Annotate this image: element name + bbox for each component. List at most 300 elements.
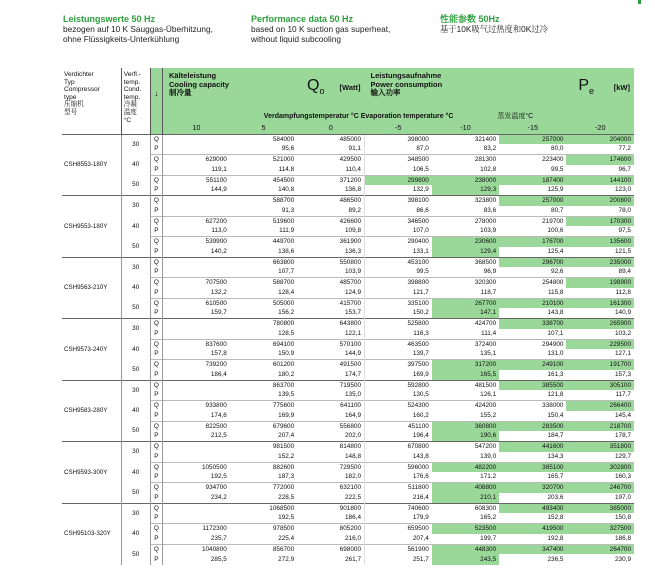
table-cell: 192,8 bbox=[547, 534, 564, 542]
table-cell: 814800 bbox=[297, 442, 364, 452]
table-cell: 570100 bbox=[297, 339, 364, 349]
table-cell: 152,2 bbox=[278, 452, 295, 460]
table-cell: 99,5 bbox=[551, 165, 564, 173]
table-row bbox=[62, 524, 634, 534]
evaporation-temp-header: -10 bbox=[432, 122, 499, 134]
power-marker: P bbox=[150, 288, 162, 298]
header-german-line2: ohne Flüssigkeits-Unterkühlung bbox=[63, 34, 180, 44]
table-cell: 588700 bbox=[230, 196, 297, 206]
type-column-header bbox=[62, 68, 121, 134]
table-cell: 491500 bbox=[297, 360, 364, 370]
header-chinese bbox=[440, 14, 548, 34]
table-cell: 184,7 bbox=[547, 432, 564, 440]
table-cell: 111,4 bbox=[481, 329, 497, 337]
table-cell: 454500 bbox=[230, 175, 297, 185]
capacity-marker: Q bbox=[150, 298, 162, 308]
table-cell: 679600 bbox=[230, 421, 297, 431]
header-english-title: Performance data 50 Hz bbox=[251, 14, 354, 24]
cooling-capacity-unit: [Watt] bbox=[339, 83, 361, 92]
table-cell: 174600 bbox=[566, 155, 634, 165]
power-marker: P bbox=[150, 226, 162, 236]
table-cell: 111,9 bbox=[279, 227, 295, 235]
type-col-line: Compressor bbox=[64, 86, 100, 94]
table-cell: 132,2 bbox=[210, 288, 227, 296]
table-cell: 107,1 bbox=[547, 329, 564, 337]
compressor-model: CSH9563-210Y bbox=[62, 257, 121, 319]
table-cell: 159,7 bbox=[210, 309, 227, 317]
table-cell: 482200 bbox=[432, 462, 499, 472]
table-cell: 223400 bbox=[499, 155, 566, 165]
table-cell: 96,9 bbox=[483, 268, 497, 276]
table-cell: 290400 bbox=[365, 237, 432, 247]
table-cell: 481500 bbox=[432, 380, 499, 390]
header-chinese-title: 性能参数 50Hz bbox=[440, 14, 500, 24]
table-cell: 207,4 bbox=[365, 534, 432, 544]
table-cell: 144100 bbox=[566, 175, 634, 185]
type-col-line: type bbox=[64, 93, 77, 101]
table-cell: 78,0 bbox=[618, 206, 631, 214]
table-cell: 588700 bbox=[230, 278, 297, 288]
table-cell: 299800 bbox=[365, 175, 432, 185]
table-cell: 115,8 bbox=[547, 288, 564, 296]
table-cell: 197,0 bbox=[615, 493, 631, 501]
table-cell: 86,6 bbox=[365, 206, 432, 216]
table-cell: 136,8 bbox=[345, 186, 361, 194]
table-cell: 118,7 bbox=[480, 288, 497, 296]
table-cell: 254800 bbox=[499, 278, 566, 288]
table-cell: 323800 bbox=[432, 196, 499, 206]
table-cell: 91,1 bbox=[348, 145, 361, 153]
table-cell: 243,5 bbox=[432, 554, 499, 564]
power-marker: P bbox=[150, 349, 162, 359]
table-cell: 305100 bbox=[566, 380, 634, 390]
table-cell: 524300 bbox=[365, 401, 432, 411]
table-cell: 551100 bbox=[163, 175, 230, 185]
condensing-temp: 30 bbox=[121, 380, 150, 401]
evaporation-label-text: Verdampfungstemperatur °C Evaporation temperature °C bbox=[263, 113, 454, 121]
table-row bbox=[62, 462, 634, 472]
table-cell: 519600 bbox=[230, 216, 297, 226]
table-cell: 92,6 bbox=[551, 268, 564, 276]
condensing-temp: 50 bbox=[121, 483, 150, 504]
table-cell bbox=[163, 513, 230, 523]
table-cell: 235000 bbox=[566, 257, 634, 267]
power-consumption-en: Power consumption bbox=[370, 79, 443, 89]
table-row bbox=[62, 134, 634, 144]
table-cell: 130,5 bbox=[365, 390, 432, 400]
table-cell: 218700 bbox=[566, 421, 634, 431]
header-german-line1: bezogen auf 10 K Sauggas-Überhitzung, bbox=[63, 24, 213, 34]
table-cell: 127,1 bbox=[615, 350, 631, 358]
table-cell: 140,2 bbox=[210, 247, 227, 255]
table-cell: 200800 bbox=[566, 196, 634, 206]
table-cell: 228,5 bbox=[278, 493, 295, 501]
table-cell: 592800 bbox=[365, 380, 432, 390]
table-cell: 121,7 bbox=[365, 288, 432, 298]
table-cell: 186,4 bbox=[210, 370, 227, 378]
table-cell: 441600 bbox=[499, 442, 566, 452]
condensing-temp: 50 bbox=[121, 298, 150, 319]
table-cell bbox=[163, 390, 230, 400]
table-cell: 261,7 bbox=[345, 555, 361, 563]
header-chinese-line1: 基于10K吸气过热度和0K过冷 bbox=[440, 24, 548, 34]
table-cell: 112,8 bbox=[615, 288, 631, 296]
power-consumption-unit: [kW] bbox=[613, 83, 630, 92]
condensing-temp: 40 bbox=[121, 155, 150, 176]
table-cell: 135,1 bbox=[480, 350, 497, 358]
type-col-line: Typ bbox=[64, 78, 75, 86]
table-cell: 125,4 bbox=[547, 247, 564, 255]
table-cell: 463500 bbox=[365, 339, 432, 349]
table-cell: 131,0 bbox=[547, 350, 564, 358]
table-cell: 145,4 bbox=[615, 411, 631, 419]
cond-col-line: Verfl.- bbox=[123, 71, 141, 78]
table-cell: 148,8 bbox=[345, 452, 361, 460]
table-cell: 265900 bbox=[566, 319, 634, 329]
table-cell: 257000 bbox=[499, 134, 566, 144]
power-marker: P bbox=[150, 185, 162, 195]
capacity-marker: Q bbox=[150, 257, 162, 267]
table-cell: 302800 bbox=[566, 462, 634, 472]
table-cell: 128,4 bbox=[278, 288, 295, 296]
table-cell: 125,9 bbox=[547, 186, 564, 194]
condensing-temp: 50 bbox=[121, 237, 150, 258]
table-cell: 150,9 bbox=[278, 350, 295, 358]
table-cell: 178,7 bbox=[615, 432, 631, 440]
table-cell: 165,7 bbox=[547, 473, 564, 481]
table-cell: 196,4 bbox=[365, 431, 432, 441]
table-row bbox=[62, 380, 634, 390]
table-cell: 95,6 bbox=[281, 145, 295, 153]
table-cell: 117,7 bbox=[615, 391, 631, 399]
table-cell: 109,8 bbox=[345, 227, 361, 235]
table-cell: 236,5 bbox=[547, 555, 564, 563]
table-cell: 225,4 bbox=[278, 534, 295, 542]
table-cell: 135600 bbox=[566, 237, 634, 247]
table-row bbox=[62, 278, 634, 288]
table-cell: 87,0 bbox=[365, 144, 432, 154]
power-marker: P bbox=[150, 411, 162, 421]
table-row bbox=[62, 442, 634, 452]
table-cell: 187,3 bbox=[278, 473, 295, 481]
table-cell: 89,2 bbox=[348, 206, 361, 214]
cond-col-line: temp. bbox=[123, 78, 141, 86]
condensing-temp: 30 bbox=[121, 257, 150, 278]
table-cell: 448300 bbox=[432, 544, 499, 554]
table-cell: 556800 bbox=[297, 421, 364, 431]
table-cell: 351800 bbox=[566, 442, 634, 452]
table-cell: 136,3 bbox=[345, 247, 361, 255]
table-cell: 266400 bbox=[566, 401, 634, 411]
table-cell: 140,8 bbox=[278, 186, 295, 194]
power-marker: P bbox=[150, 431, 162, 441]
table-cell: 347400 bbox=[499, 544, 566, 554]
table-cell: 186,4 bbox=[345, 514, 361, 522]
table-cell: 89,4 bbox=[618, 268, 631, 276]
table-cell: 123,0 bbox=[615, 186, 631, 194]
table-cell: 643800 bbox=[297, 319, 364, 329]
table-cell: 124,9 bbox=[345, 288, 361, 296]
compressor-model: CSH9593-300Y bbox=[62, 442, 121, 504]
table-cell: 174,7 bbox=[345, 370, 361, 378]
table-cell: 192,5 bbox=[278, 514, 295, 522]
table-cell: 103,9 bbox=[345, 268, 361, 276]
power-consumption-zh: 输入功率 bbox=[370, 88, 401, 98]
table-cell: 523500 bbox=[432, 524, 499, 534]
table-cell: 119,1 bbox=[211, 165, 227, 173]
table-cell: 805200 bbox=[297, 524, 364, 534]
table-cell: 397500 bbox=[365, 360, 432, 370]
table-cell: 122,1 bbox=[345, 329, 361, 337]
table-cell: 485700 bbox=[297, 278, 364, 288]
table-cell: 153,7 bbox=[345, 309, 361, 317]
p-symbol: P bbox=[578, 77, 589, 94]
table-cell: 257000 bbox=[499, 196, 566, 206]
cooling-capacity-header bbox=[163, 68, 365, 112]
condensing-temp: 50 bbox=[121, 421, 150, 442]
table-cell: 164,9 bbox=[345, 411, 361, 419]
cond-col-line: Cond. bbox=[123, 86, 142, 94]
table-cell: 219700 bbox=[499, 216, 566, 226]
table-cell: 246700 bbox=[566, 483, 634, 493]
capacity-marker: Q bbox=[150, 216, 162, 226]
capacity-marker: Q bbox=[150, 421, 162, 431]
table-cell: 107,0 bbox=[365, 226, 432, 236]
table-cell: 933800 bbox=[163, 401, 230, 411]
table-cell: 296700 bbox=[499, 257, 566, 267]
table-cell: 1050500 bbox=[163, 462, 230, 472]
condensing-temp: 50 bbox=[121, 544, 150, 565]
table-cell: 235,7 bbox=[210, 534, 227, 542]
cooling-capacity-en: Cooling capacity bbox=[169, 79, 230, 89]
cond-col-line: 温度 bbox=[123, 108, 137, 116]
table-cell: 207,4 bbox=[278, 432, 295, 440]
table-cell: 429500 bbox=[297, 155, 364, 165]
table-cell: 169,9 bbox=[278, 411, 295, 419]
table-cell: 320300 bbox=[432, 278, 499, 288]
table-cell bbox=[163, 380, 230, 390]
table-cell: 424200 bbox=[432, 401, 499, 411]
table-cell: 978500 bbox=[230, 524, 297, 534]
header-english-line2: without liquid subcooling bbox=[251, 34, 341, 44]
table-cell: 210,1 bbox=[432, 493, 499, 503]
capacity-marker: Q bbox=[150, 196, 162, 206]
table-cell: 230,9 bbox=[615, 555, 631, 563]
table-row bbox=[62, 155, 634, 165]
condensing-temp: 30 bbox=[121, 196, 150, 217]
table-cell: 103,2 bbox=[615, 329, 631, 337]
table-cell: 601200 bbox=[230, 360, 297, 370]
type-col-line: 压缩机 bbox=[64, 101, 84, 109]
table-cell: 451100 bbox=[365, 421, 432, 431]
table-cell: 121,8 bbox=[547, 391, 564, 399]
table-cell: 80,7 bbox=[551, 206, 564, 214]
table-cell: 327500 bbox=[566, 524, 634, 534]
table-cell: 187400 bbox=[499, 175, 566, 185]
table-row bbox=[62, 421, 634, 431]
capacity-marker: Q bbox=[150, 401, 162, 411]
table-row bbox=[62, 298, 634, 308]
table-cell: 222,5 bbox=[345, 493, 361, 501]
table-cell: 424700 bbox=[432, 319, 499, 329]
evaporation-temp-header: -5 bbox=[365, 122, 432, 134]
table-cell: 83,6 bbox=[483, 206, 497, 214]
table-row bbox=[62, 544, 634, 554]
power-marker: P bbox=[150, 390, 162, 400]
table-cell: 281300 bbox=[432, 155, 499, 165]
table-cell: 186,8 bbox=[615, 534, 631, 542]
table-cell: 772000 bbox=[230, 483, 297, 493]
table-cell: 249100 bbox=[499, 360, 566, 370]
condensing-temp: 30 bbox=[121, 503, 150, 524]
condensing-temp: 40 bbox=[121, 462, 150, 483]
header-english-line1: based on 10 K suction gas superheat, bbox=[251, 24, 391, 34]
table-cell: 632100 bbox=[297, 483, 364, 493]
arrow-down-icon: ↓ bbox=[154, 89, 159, 98]
table-cell: 83,2 bbox=[483, 145, 497, 153]
table-cell: 97,5 bbox=[618, 227, 631, 235]
table-cell: 698000 bbox=[297, 544, 364, 554]
table-cell: 1068500 bbox=[230, 503, 297, 513]
table-cell: 267700 bbox=[432, 298, 499, 308]
table-cell: 317200 bbox=[432, 360, 499, 370]
table-cell: 116,3 bbox=[365, 329, 432, 339]
table-cell bbox=[163, 503, 230, 513]
table-cell bbox=[163, 144, 230, 154]
table-cell: 285,5 bbox=[210, 555, 227, 563]
capacity-marker: Q bbox=[150, 462, 162, 472]
table-cell: 150,4 bbox=[547, 411, 564, 419]
table-cell: 129,7 bbox=[615, 452, 631, 460]
table-cell: 608300 bbox=[432, 503, 499, 513]
power-marker: P bbox=[150, 370, 162, 380]
table-cell: 107,7 bbox=[278, 268, 295, 276]
table-cell: 96,7 bbox=[618, 165, 631, 173]
capacity-marker: Q bbox=[150, 483, 162, 493]
compressor-model: CSH8553-180Y bbox=[62, 134, 121, 196]
corner-mark bbox=[638, 0, 641, 4]
table-row bbox=[62, 196, 634, 206]
table-cell bbox=[163, 257, 230, 267]
table-cell: 180,2 bbox=[278, 370, 295, 378]
evaporation-temp-header: 5 bbox=[230, 122, 297, 134]
evaporation-label-zh: 蒸发温度°C bbox=[497, 113, 534, 121]
table-cell: 584000 bbox=[230, 134, 297, 144]
header-german-title: Leistungswerte 50 Hz bbox=[63, 14, 156, 24]
table-cell: 415700 bbox=[297, 298, 364, 308]
compressor-model: CSH9553-180Y bbox=[62, 196, 121, 258]
table-row bbox=[62, 237, 634, 247]
table-cell: 165,5 bbox=[432, 370, 499, 380]
header-german bbox=[63, 14, 213, 44]
table-cell: 372400 bbox=[432, 339, 499, 349]
table-cell: 521000 bbox=[230, 155, 297, 165]
cond-column-header bbox=[121, 68, 150, 134]
table-cell: 230600 bbox=[432, 237, 499, 247]
table-cell: 210100 bbox=[499, 298, 566, 308]
table-row bbox=[62, 257, 634, 267]
type-col-line: 型号 bbox=[64, 108, 78, 116]
table-cell: 157,8 bbox=[210, 350, 227, 358]
condensing-temp: 50 bbox=[121, 360, 150, 381]
table-cell: 140,9 bbox=[615, 309, 631, 317]
table-cell: 283500 bbox=[499, 421, 566, 431]
table-cell: 191700 bbox=[566, 360, 634, 370]
condensing-temp: 40 bbox=[121, 216, 150, 237]
table-cell: 134,3 bbox=[547, 452, 564, 460]
power-marker: P bbox=[150, 534, 162, 544]
q-symbol: Q bbox=[307, 77, 320, 94]
table-cell: 934700 bbox=[163, 483, 230, 493]
table-row bbox=[62, 339, 634, 349]
table-cell bbox=[163, 319, 230, 329]
table-cell: 863700 bbox=[230, 380, 297, 390]
table-cell: 171,2 bbox=[480, 473, 497, 481]
power-marker: P bbox=[150, 452, 162, 462]
table-cell: 190,6 bbox=[432, 431, 499, 441]
table-cell: 161,3 bbox=[547, 370, 564, 378]
capacity-marker: Q bbox=[150, 155, 162, 165]
evaporation-temp-header: -20 bbox=[566, 122, 634, 134]
condensing-temp: 40 bbox=[121, 339, 150, 360]
header-english bbox=[251, 14, 390, 44]
table-row bbox=[62, 360, 634, 370]
table-cell: 110,4 bbox=[345, 165, 361, 173]
table-cell: 199,7 bbox=[480, 534, 497, 542]
table-cell: 198900 bbox=[566, 278, 634, 288]
capacity-marker: Q bbox=[150, 278, 162, 288]
table-cell: 182,0 bbox=[345, 473, 361, 481]
table-row bbox=[62, 216, 634, 226]
table-cell: 138,6 bbox=[278, 247, 295, 255]
table-cell: 272,9 bbox=[278, 555, 295, 563]
capacity-marker: Q bbox=[150, 339, 162, 349]
table-cell: 426600 bbox=[297, 216, 364, 226]
capacity-marker: Q bbox=[150, 380, 162, 390]
table-cell: 511800 bbox=[365, 483, 432, 493]
condensing-temp: 50 bbox=[121, 175, 150, 196]
condensing-temp: 30 bbox=[121, 319, 150, 340]
table-cell: 740600 bbox=[365, 503, 432, 513]
table-cell: 121,5 bbox=[615, 247, 631, 255]
capacity-marker: Q bbox=[150, 175, 162, 185]
table-row bbox=[62, 483, 634, 493]
table-cell: 157,3 bbox=[615, 370, 631, 378]
table-cell: 139,7 bbox=[365, 349, 432, 359]
performance-table bbox=[62, 68, 634, 565]
table-cell: 361900 bbox=[297, 237, 364, 247]
power-marker: P bbox=[150, 206, 162, 216]
capacity-marker: Q bbox=[150, 319, 162, 329]
qp-column-header bbox=[150, 68, 162, 134]
table-cell: 335100 bbox=[365, 298, 432, 308]
table-cell: 192,5 bbox=[210, 473, 227, 481]
table-cell: 135,0 bbox=[345, 391, 361, 399]
table-row bbox=[62, 401, 634, 411]
table-cell: 419500 bbox=[499, 524, 566, 534]
table-cell: 99,5 bbox=[365, 267, 432, 277]
compressor-model: CSH95103-320Y bbox=[62, 503, 121, 565]
table-cell: 338700 bbox=[499, 319, 566, 329]
table-cell: 408800 bbox=[432, 483, 499, 493]
table-cell: 294900 bbox=[499, 339, 566, 349]
power-consumption-de: Leistungsaufnahme bbox=[370, 71, 442, 80]
compressor-model: CSH9573-240Y bbox=[62, 319, 121, 381]
condensing-temp: 40 bbox=[121, 401, 150, 422]
table-cell: 596000 bbox=[365, 462, 432, 472]
table-cell: 176,6 bbox=[365, 472, 432, 482]
capacity-marker: Q bbox=[150, 524, 162, 534]
